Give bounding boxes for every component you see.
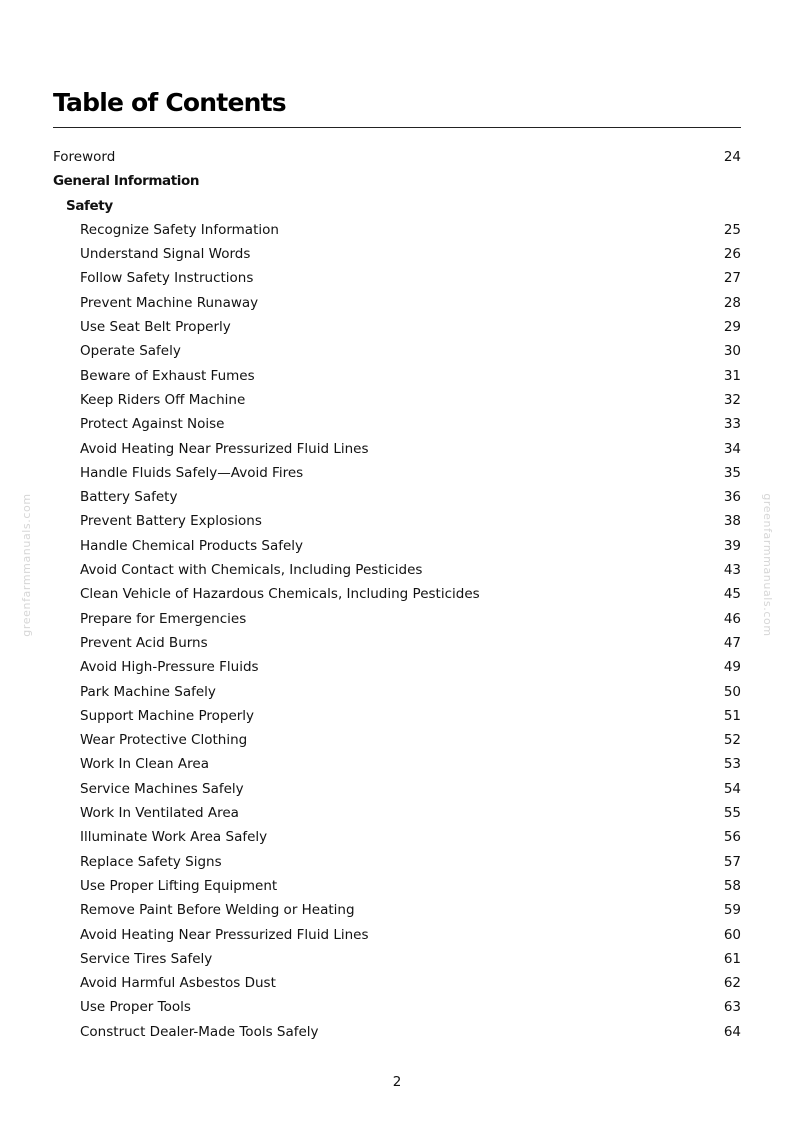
toc-entry-page-number: 45 (723, 586, 741, 603)
toc-entry-page-number: 54 (723, 780, 741, 797)
toc-section-heading[interactable] (53, 145, 741, 169)
toc-entry-label: Work In Ventilated Area (80, 805, 239, 822)
watermark-left: greenfarmmanuals.com (20, 493, 33, 637)
toc-entry-label: Keep Riders Off Machine (80, 391, 246, 408)
toc-entry[interactable] (53, 777, 741, 801)
table-of-contents (53, 145, 741, 1044)
toc-entry[interactable] (53, 1020, 741, 1044)
toc-entry-label: Support Machine Properly (80, 707, 255, 724)
toc-entry-label: Avoid Harmful Asbestos Dust (80, 975, 276, 992)
toc-entry[interactable] (53, 388, 741, 412)
toc-entry-page-number: 55 (723, 805, 741, 822)
toc-entry[interactable] (53, 242, 741, 266)
toc-entry-label: Understand Signal Words (80, 246, 251, 263)
toc-entry[interactable] (53, 704, 741, 728)
toc-entry[interactable] (53, 315, 741, 339)
toc-entry[interactable] (53, 825, 741, 849)
toc-entry-label: Service Tires Safely (80, 950, 213, 967)
toc-entry-page-number: 60 (723, 926, 741, 943)
toc-entry-page-number: 46 (723, 610, 741, 627)
toc-entry[interactable] (53, 971, 741, 995)
toc-entry-label: Recognize Safety Information (80, 221, 279, 238)
toc-entry-label: Construct Dealer-Made Tools Safely (80, 1023, 319, 1040)
toc-entry-page-number: 43 (723, 562, 741, 579)
toc-entry-label: Illuminate Work Area Safely (80, 829, 268, 846)
toc-entry-page-number: 51 (723, 707, 741, 724)
toc-entry-label: Prepare for Emergencies (80, 610, 247, 627)
toc-entry-page-number: 27 (723, 270, 741, 287)
toc-entry-label: Avoid Heating Near Pressurized Fluid Lines (80, 926, 369, 943)
toc-entry-label: Safety (66, 197, 113, 214)
toc-entry[interactable] (53, 364, 741, 388)
toc-entry-label: Avoid Heating Near Pressurized Fluid Lines (80, 440, 369, 457)
toc-entry-page-number: 61 (723, 950, 741, 967)
toc-entry-label: Remove Paint Before Welding or Heating (80, 902, 355, 919)
toc-entry-label: Prevent Acid Burns (80, 634, 208, 651)
toc-entry-label: Service Machines Safely (80, 780, 244, 797)
toc-entry[interactable] (53, 582, 741, 606)
title-divider (53, 127, 741, 128)
toc-entry-label: Foreword (53, 149, 116, 165)
toc-entry-label: Beware of Exhaust Fumes (80, 367, 255, 384)
toc-entry-page-number: 29 (723, 319, 741, 336)
toc-entry-page-number: 52 (723, 732, 741, 749)
toc-entry-label: Use Proper Lifting Equipment (80, 877, 278, 894)
toc-entry-label: Wear Protective Clothing (80, 732, 248, 749)
toc-entry-label: Use Proper Tools (80, 999, 191, 1016)
toc-entry-label: Prevent Machine Runaway (80, 294, 259, 311)
toc-entry-page-number: 57 (723, 853, 741, 870)
toc-entry-page-number: 53 (723, 756, 741, 773)
toc-entry-label: Handle Fluids Safely—Avoid Fires (80, 464, 304, 481)
toc-entry-label: Battery Safety (80, 489, 178, 506)
toc-entry[interactable] (53, 266, 741, 290)
toc-entry-label: Replace Safety Signs (80, 853, 222, 870)
toc-entry-page-number: 28 (723, 294, 741, 311)
toc-entry[interactable] (53, 923, 741, 947)
toc-entry[interactable] (53, 898, 741, 922)
toc-entry[interactable] (53, 534, 741, 558)
toc-entry[interactable] (53, 752, 741, 776)
toc-entry[interactable] (53, 947, 741, 971)
toc-entry-page-number: 62 (723, 975, 741, 992)
toc-entry-page-number: 24 (723, 149, 741, 165)
toc-entry[interactable] (53, 850, 741, 874)
toc-entry[interactable] (53, 485, 741, 509)
toc-entry-page-number: 33 (723, 416, 741, 433)
toc-entry[interactable] (53, 874, 741, 898)
toc-entry-label: Clean Vehicle of Hazardous Chemicals, Including Pesticides (80, 586, 480, 603)
toc-entry-page-number: 32 (723, 391, 741, 408)
toc-entry-page-number: 25 (723, 221, 741, 238)
watermark-right: greenfarmmanuals.com (761, 493, 774, 637)
toc-entry[interactable] (53, 339, 741, 363)
toc-entry-label: Work In Clean Area (80, 756, 209, 773)
toc-entry-label: Prevent Battery Explosions (80, 513, 262, 530)
toc-entry-page-number: 35 (723, 464, 741, 481)
toc-entry[interactable] (53, 461, 741, 485)
toc-entry-page-number: 47 (723, 634, 741, 651)
toc-entry-label: Use Seat Belt Properly (80, 319, 231, 336)
toc-entry[interactable] (53, 801, 741, 825)
toc-entry-label: Park Machine Safely (80, 683, 216, 700)
toc-entry-label: Avoid High-Pressure Fluids (80, 659, 259, 676)
toc-entry-label: Follow Safety Instructions (80, 270, 254, 287)
toc-entry-page-number: 58 (723, 877, 741, 894)
toc-entry-label: Avoid Contact with Chemicals, Including Pesticides (80, 562, 423, 579)
toc-entry[interactable] (53, 437, 741, 461)
toc-section-heading[interactable] (53, 169, 741, 193)
toc-entry-page-number: 50 (723, 683, 741, 700)
page-title: Table of Contents (53, 88, 286, 117)
toc-subsection-heading[interactable] (53, 194, 741, 218)
toc-entry[interactable] (53, 995, 741, 1019)
toc-entry-page-number: 59 (723, 902, 741, 919)
toc-entry[interactable] (53, 728, 741, 752)
toc-entry-page-number: 26 (723, 246, 741, 263)
toc-entry-page-number: 31 (723, 367, 741, 384)
toc-entry-page-number: 39 (723, 537, 741, 554)
toc-entry[interactable] (53, 291, 741, 315)
toc-entry-page-number: 36 (723, 489, 741, 506)
toc-entry-label: General Information (53, 173, 200, 190)
toc-entry[interactable] (53, 607, 741, 631)
toc-entry-label: Handle Chemical Products Safely (80, 537, 304, 554)
toc-entry-page-number: 49 (723, 659, 741, 676)
toc-entry[interactable] (53, 218, 741, 242)
page-number: 2 (392, 1074, 402, 1090)
toc-entry[interactable] (53, 509, 741, 533)
toc-entry-page-number: 38 (723, 513, 741, 530)
toc-entry-page-number: 34 (723, 440, 741, 457)
toc-entry[interactable] (53, 680, 741, 704)
toc-entry-label: Protect Against Noise (80, 416, 225, 433)
toc-entry[interactable] (53, 558, 741, 582)
toc-entry-page-number: 56 (723, 829, 741, 846)
toc-entry-page-number: 63 (723, 999, 741, 1016)
toc-entry-page-number: 30 (723, 343, 741, 360)
toc-entry[interactable] (53, 655, 741, 679)
toc-entry-page-number: 64 (723, 1023, 741, 1040)
toc-entry[interactable] (53, 412, 741, 436)
toc-entry-label: Operate Safely (80, 343, 181, 360)
toc-entry[interactable] (53, 631, 741, 655)
